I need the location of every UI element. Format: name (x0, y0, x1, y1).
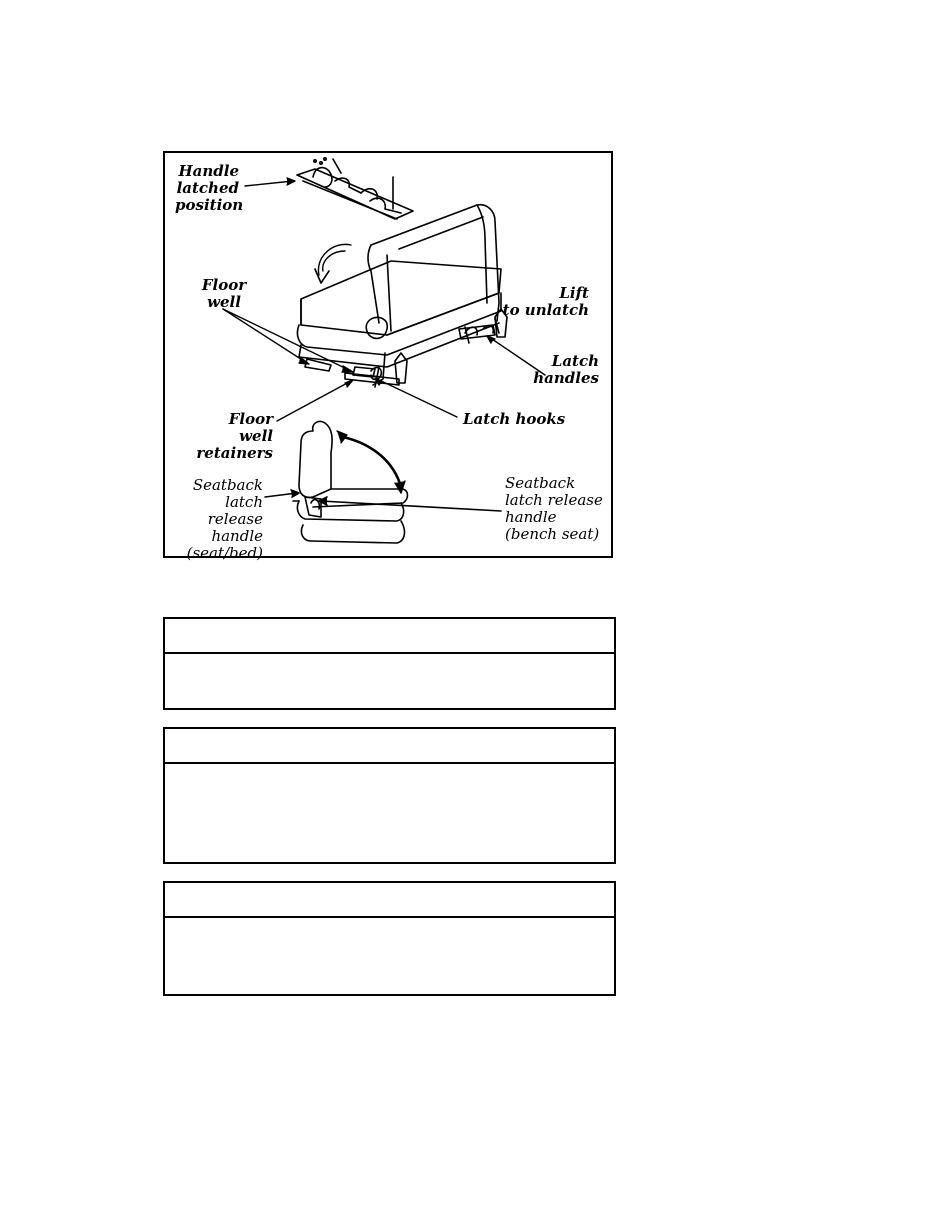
notice-box-2 (163, 727, 616, 864)
callout-seatback-release-seatbed: Seatback latch release handle (seat/bed) (186, 476, 263, 562)
notice-box-1-header (165, 619, 614, 654)
callout-handle-latched-position: Handle latched position (175, 162, 244, 214)
notice-box-1 (163, 617, 616, 710)
callout-floor-well: Floor well (201, 276, 247, 311)
notice-box-2-header (165, 729, 614, 764)
seat-removal-illustration (163, 151, 613, 562)
notice-box-3 (163, 881, 616, 996)
callout-seatback-release-bench: Seatback latch release handle (bench seat) (505, 474, 603, 543)
callout-latch-hooks: Latch hooks (463, 410, 566, 428)
seatback-latch-drawing (265, 421, 501, 543)
callout-latch-handles: Latch handles (533, 352, 599, 387)
notice-box-3-header (165, 883, 614, 918)
handle-detail-drawing (297, 158, 413, 219)
front-latch-drawing (305, 353, 407, 385)
callout-floor-well-retainers: Floor well retainers (196, 410, 273, 462)
callout-lift-to-unlatch: Lift to unlatch (502, 284, 589, 319)
